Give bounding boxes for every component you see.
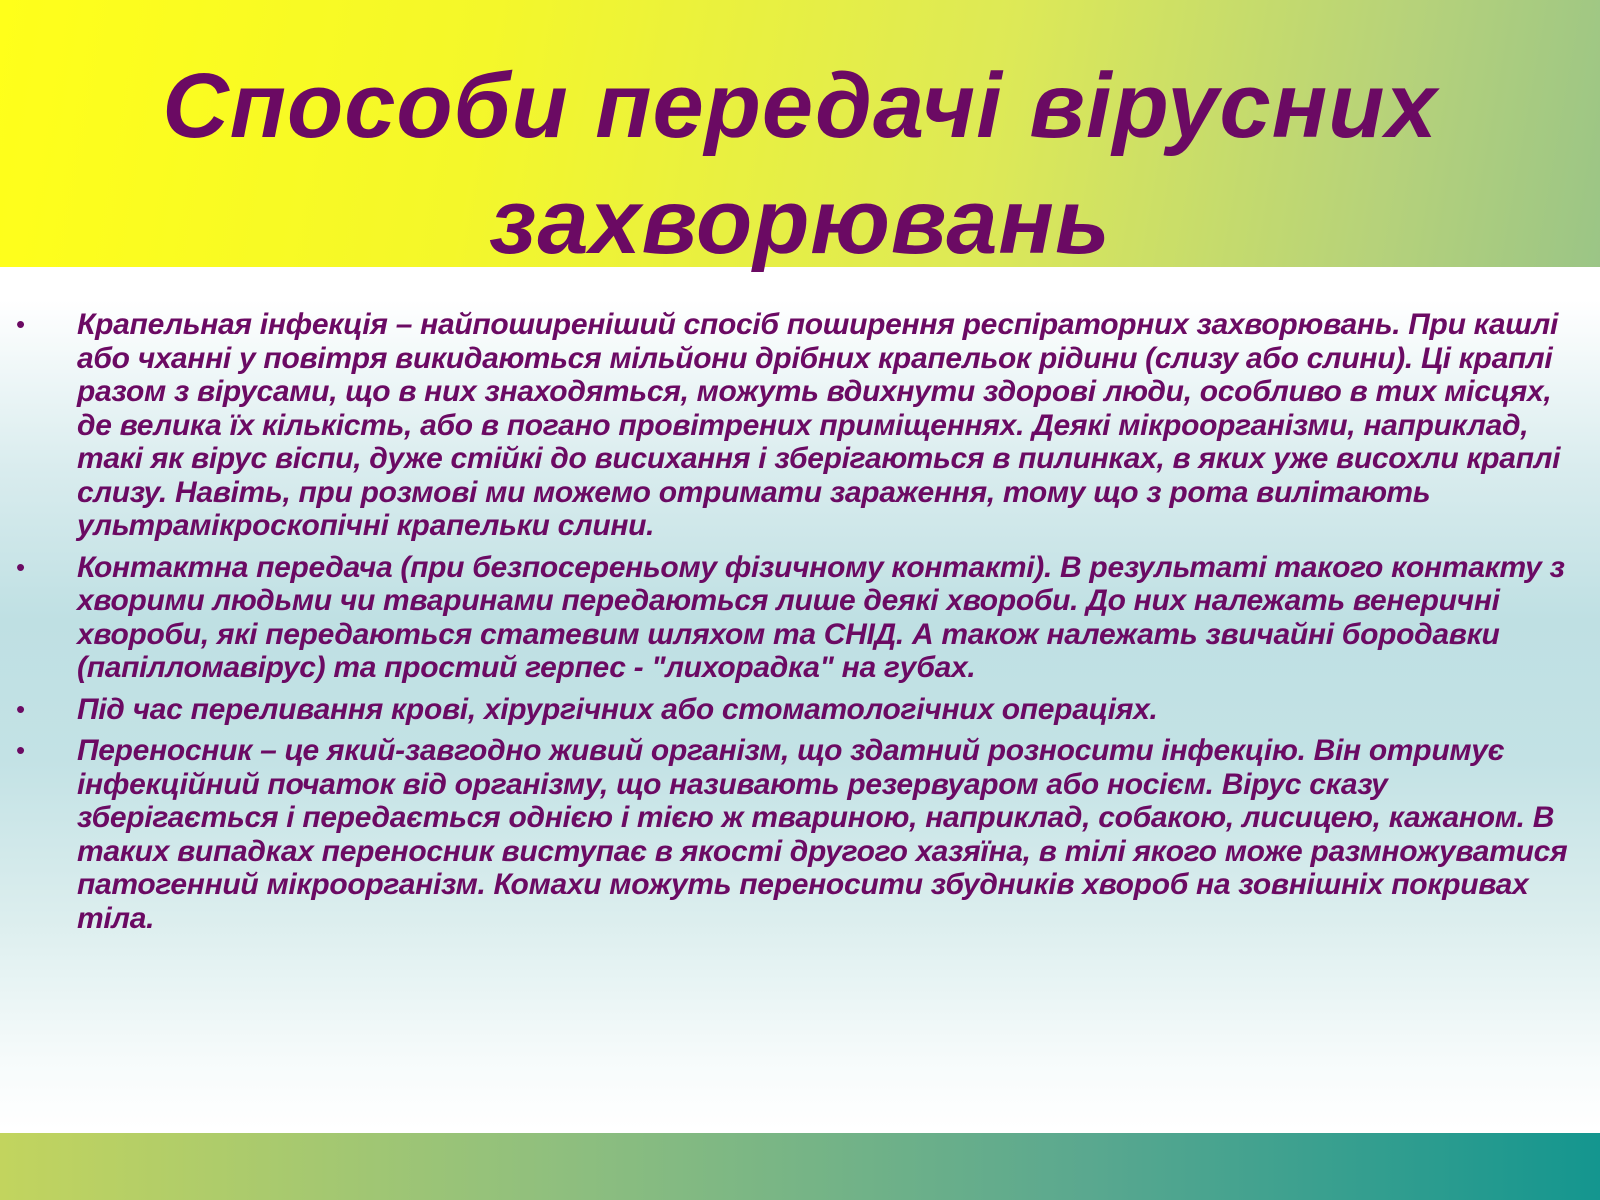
- bullet-text: Контактна передача (при безпосереньому фізичному контакті). В результаті такого контакту з хворими людьми чи тваринами передаються лише деякі хвороби. До них належать венеричні хвороби, які передаються статевим шляхом та СНІД. А також належать звичайні бородавки (папілломавірус) та простий герпес - "лихорадка" на губах.: [77, 550, 1565, 684]
- bullet-item: [0, 551, 1600, 685]
- bullet-item: [0, 734, 1600, 935]
- bullet-dot-icon: •: [16, 309, 25, 339]
- bullet-item: [0, 693, 1600, 727]
- bullet-item: [0, 308, 1600, 543]
- bottom-band: [0, 1133, 1600, 1200]
- bullet-text: Крапельная інфекція – найпоширеніший спосіб поширення респіраторних захворювань. При кашлі або чханні у повітря викидаються мільйони дрібних крапельок рідини (слизу або слини). Ці краплі разом з вірусами, що в них знаходяться, можуть вдихнути здорові люди, особливо в тих місцях, де велика їх кількість, або в погано провітрених приміщеннях. Деякі мікроорганізми, наприклад, такі як вірус віспи, дуже стійкі до висихання і зберігаються в пилинках, в яких уже висохли краплі слизу. Навіть, при розмові ми можемо отримати зараження, тому що з рота вилітають ультрамікроскопічні крапельки слини.: [77, 308, 1561, 542]
- bullet-text: Під час переливання крові, хірургічних або стоматологічних операціях.: [77, 692, 1158, 726]
- bullet-dot-icon: •: [16, 735, 25, 765]
- bullet-dot-icon: •: [16, 551, 25, 582]
- bullet-text: Переносник – це який-завгодно живий організм, що здатний розносити інфекцію. Він отримує інфекційний початок від організму, що називають резервуаром або носієм. Вірус сказу зберігається і передається однією і тією ж твариною, наприклад, собакою, лисицею, кажаном. В таких випадках переносник виступає в якості другого хазяїна, в тілі якого може размножуватися патогенний мікроорганізм. Комахи можуть переносити збудників хвороб на зовнішніх покривах тіла.: [77, 734, 1568, 935]
- bullet-list: [0, 308, 1600, 943]
- bullet-dot-icon: •: [16, 693, 25, 724]
- slide-title: Способи передачі вірусних захворювань: [162, 55, 1438, 273]
